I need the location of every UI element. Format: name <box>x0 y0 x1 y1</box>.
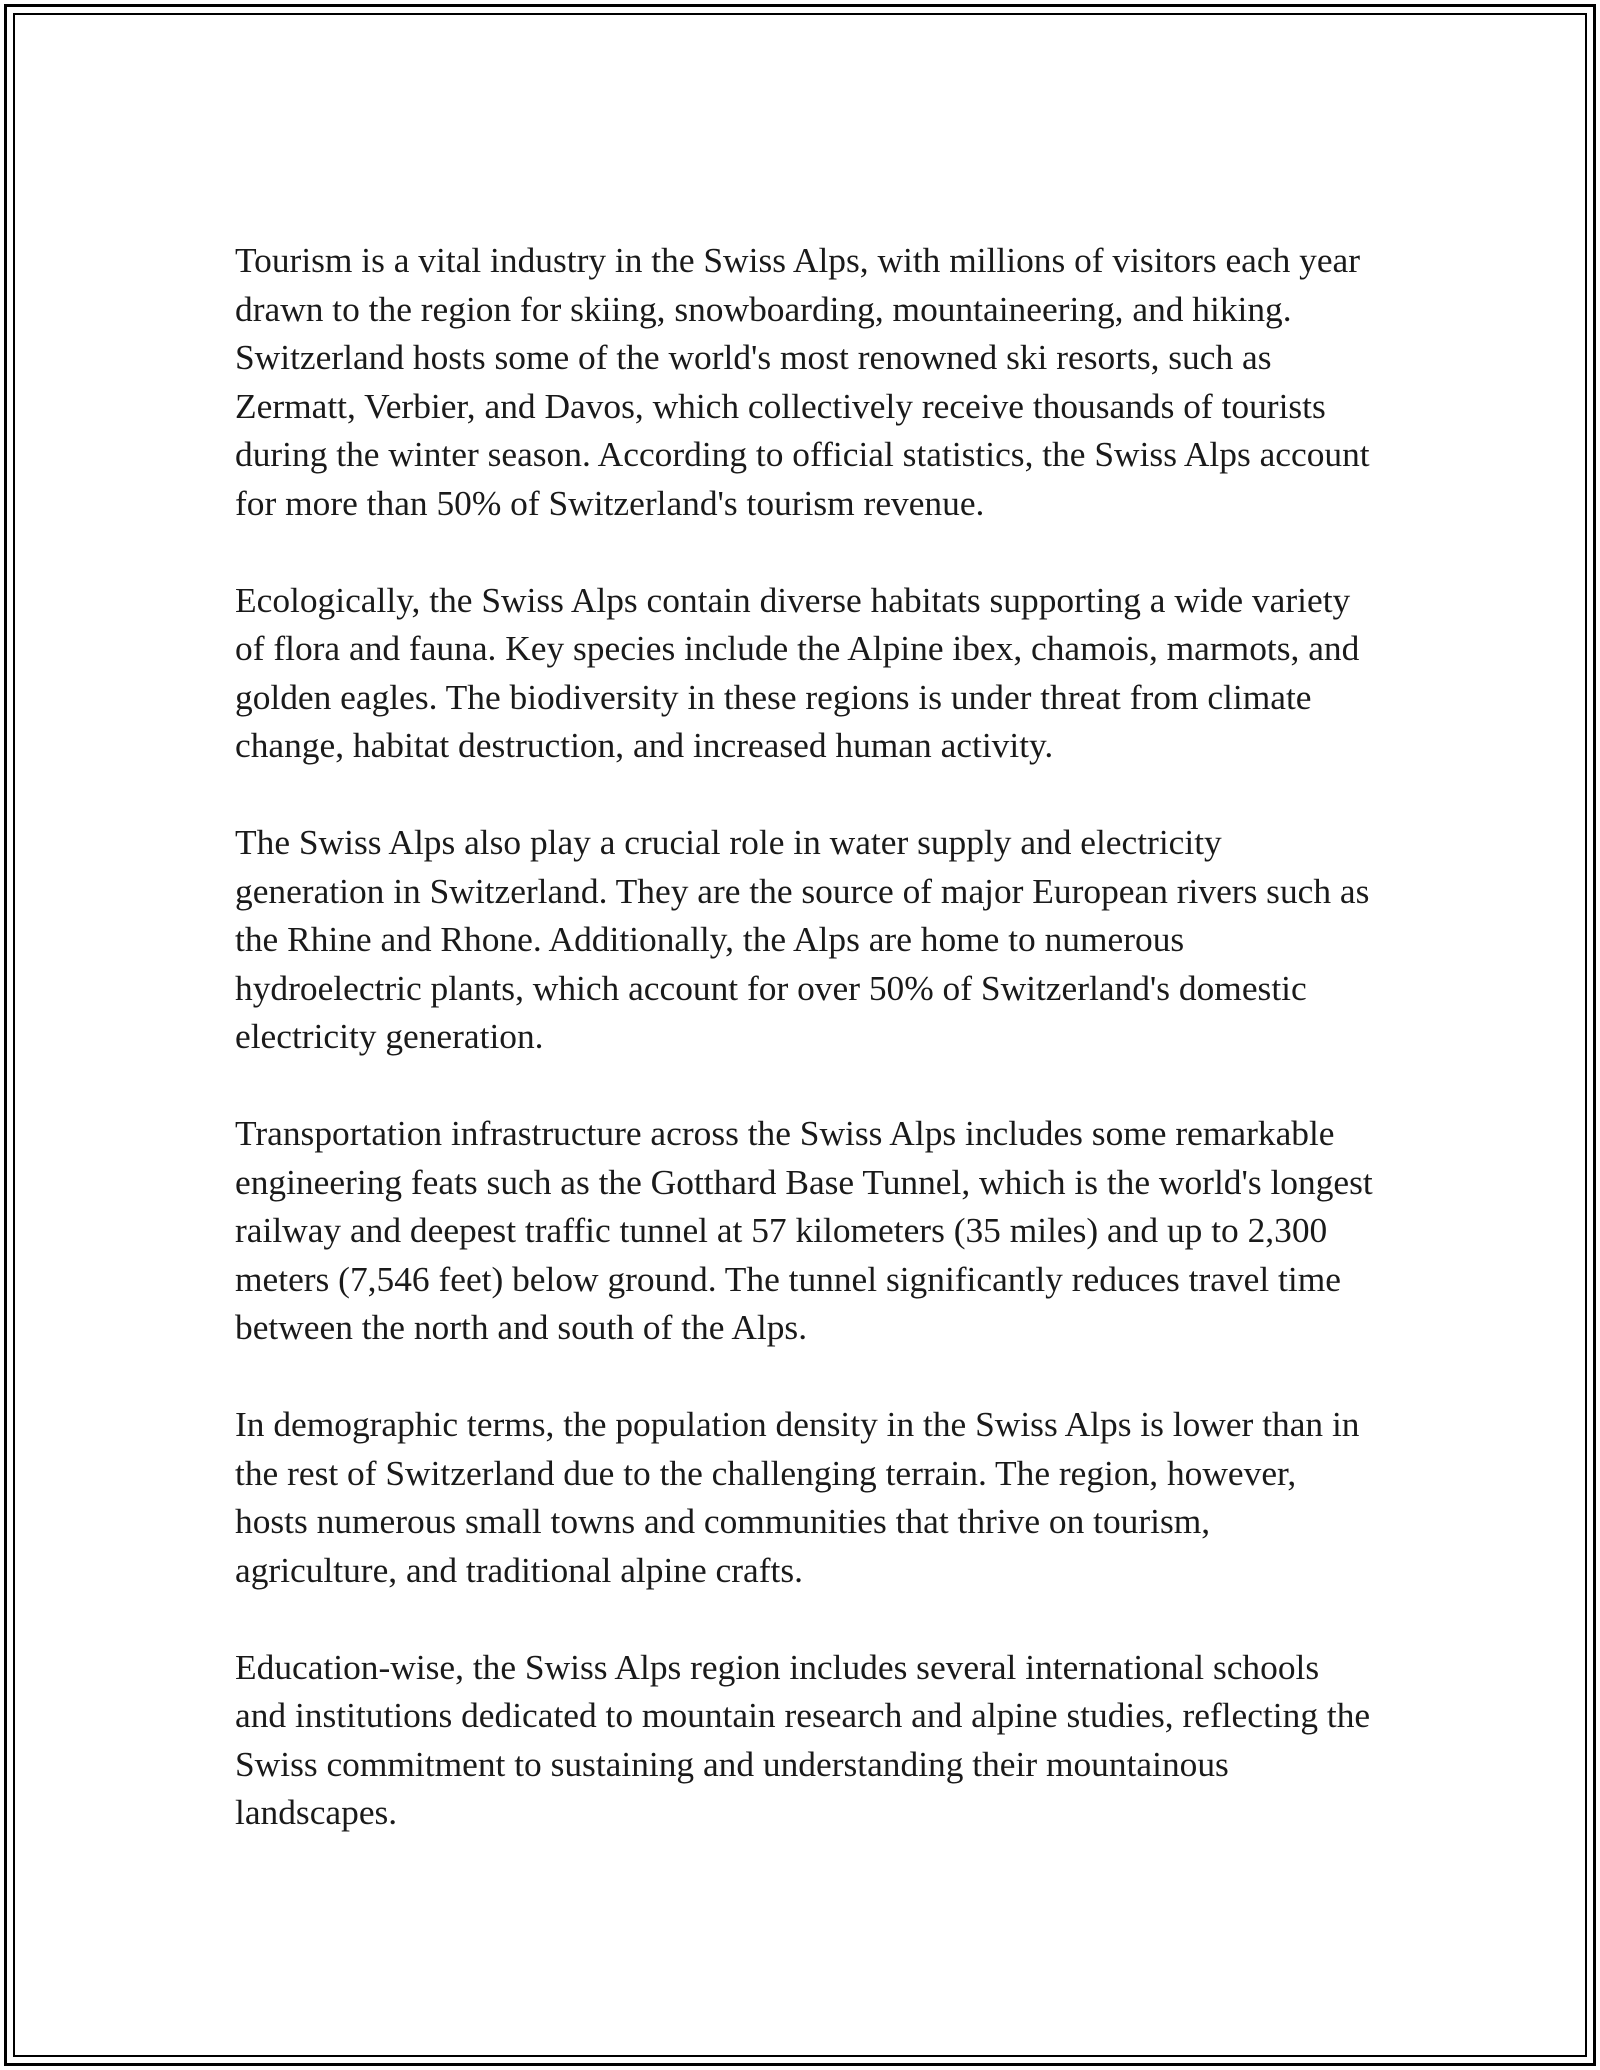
paragraph-education: Education-wise, the Swiss Alps region includes several international schools and institutions dedicated to mountain research and alpine studies, reflecting the Swiss commitment to sustaining and understanding their mountainous landscapes. <box>235 1646 1371 1832</box>
paragraph-demographics: In demographic terms, the population density in the Swiss Alps is lower than in the rest of Switzerland due to the challenging terrain. The region, however, hosts numerous small towns and communities that thrive on tourism, agriculture, and traditional alpine crafts. <box>235 1404 1360 1590</box>
paragraph-tourism: Tourism is a vital industry in the Swiss Alps, with millions of visitors each year drawn to the region for skiing, snowboarding, mountaineering, and hiking. Switzerland hosts some of the world's most renowned ski resorts, such as Zermatt, Verbier, and Davos, which collectively receive thousands of tourists during the winter season. According to official statistics, the Swiss Alps account for more than 50% of Switzerland's tourism revenue. <box>235 240 1370 523</box>
paragraph-ecology: Ecologically, the Swiss Alps contain diverse habitats supporting a wide variety of flora and fauna. Key species include the Alpine ibex, chamois, marmots, and golden eagles. The biodiversity in these regions is under threat from climate change, habitat destruction, and increased human activity. <box>235 579 1360 765</box>
document-body <box>235 236 1375 1885</box>
paragraph-transportation: Transportation infrastructure across the Swiss Alps includes some remarkable engineering feats such as the Gotthard Base Tunnel, which is the world's longest railway and deepest traffic tunnel at 57 kilometers (35 miles) and up to 2,300 meters (7,546 feet) below ground. The tunnel significantly reduces travel time between the north and south of the Alps. <box>235 1113 1373 1347</box>
paragraph-water-electricity: The Swiss Alps also play a crucial role in water supply and electricity generation in Switzerland. They are the source of major European rivers such as the Rhine and Rhone. Additionally, the Alps are home to numerous hydroelectric plants, which account for over 50% of Switzerland's domestic electricity generation. <box>235 822 1370 1056</box>
